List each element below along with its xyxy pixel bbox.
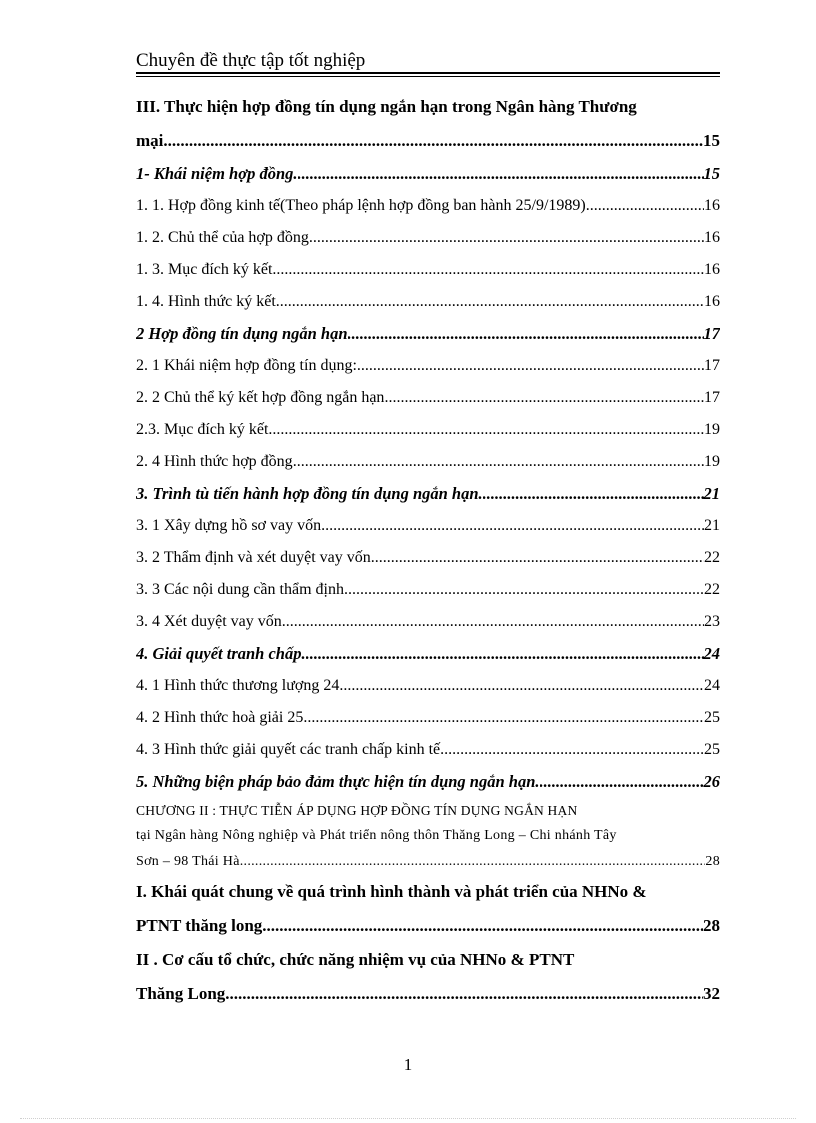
toc-entry[interactable] [136,158,720,190]
toc-entry-page: 28 [705,854,720,869]
toc-entry[interactable] [136,190,720,222]
toc-entry-title: 3. 3 Các nội dung cần thẩm định. [136,581,348,598]
toc-leader-dots [586,190,704,222]
toc-entry[interactable] [136,670,720,702]
toc-entry[interactable] [136,766,720,798]
toc-entry-title: 1. 2. Chủ thể của hợp đồng [136,229,309,246]
toc-entry[interactable] [136,510,720,542]
toc-entry-page: 15 [703,131,720,150]
header-rule-thick [136,72,720,74]
toc-leader-dots [325,510,704,542]
toc-entry[interactable] [136,478,720,510]
toc-entry-title: 2. 2 Chủ thể ký kết hợp đồng ngắn hạn [136,389,385,406]
header-rule-thin [136,76,720,77]
toc-entry[interactable] [136,222,720,254]
toc-entry[interactable] [136,823,720,849]
toc-entry[interactable] [136,124,720,158]
toc-leader-dots [339,670,704,702]
toc-entry-title: Thăng Long [136,984,226,1003]
toc-entry-title: 2. 1 Khái niệm hợp đồng tín dụng: [136,357,357,374]
toc-entry-page: 16 [704,261,720,278]
toc-entry-title: 1. 1. Hợp đồng kinh tế(Theo pháp lệnh hợp đồng ban hành 25/9/1989) [136,197,586,214]
toc-entry[interactable] [136,90,720,124]
toc-leader-dots [280,286,704,318]
toc-leader-dots [303,702,704,734]
toc-leader-dots [306,638,704,670]
toc-entry-title: 4. Giải quyết tranh chấp. [136,644,306,663]
toc-leader-dots [298,158,704,190]
toc-entry-title: tại Ngân hàng Nông nghiệp và Phát triển nông thôn Thăng Long – Chi nhánh Tây [136,828,617,843]
toc-entry-title: II . Cơ cấu tổ chức, chức năng nhiệm vụ của NHNo & PTNT [136,950,575,969]
toc-entry-page: 17 [703,324,720,343]
page-edge-dotted-line [20,1118,796,1119]
toc-entry[interactable] [136,798,720,823]
toc-leader-dots [268,414,704,446]
toc-leader-dots [276,254,704,286]
toc-entry-page: 23 [704,613,720,630]
toc-entry-title: 3. Trình tù tiến hành hợp đồng tín dụng ngắn hạn. [136,484,483,503]
toc-entry-page: 21 [704,517,720,534]
toc-entry[interactable] [136,734,720,766]
toc-leader-dots [309,222,704,254]
toc-entry-title: 4. 2 Hình thức hoà giải 25 [136,709,304,726]
toc-entry-page: 32 [703,984,720,1003]
toc-leader-dots [483,478,704,510]
toc-entry-page: 25 [704,709,720,726]
toc-entry-page: 24 [704,677,720,694]
toc-entry-page: 26 [703,772,720,791]
toc-entry[interactable] [136,542,720,574]
toc-entry-page: 25 [704,741,720,758]
toc-entry[interactable] [136,574,720,606]
toc-leader-dots [384,382,704,414]
toc-entry[interactable] [136,702,720,734]
toc-leader-dots [244,849,706,875]
toc-entry-title: 1. 4. Hình thức ký kết. [136,293,280,310]
toc-entry[interactable] [136,382,720,414]
toc-entry[interactable] [136,286,720,318]
toc-entry-page: 21 [703,484,720,503]
toc-entry-page: 16 [704,229,720,246]
toc-leader-dots [163,124,703,158]
toc-entry[interactable] [136,849,720,875]
toc-entry-page: 15 [703,164,720,183]
toc-leader-dots [540,766,704,798]
toc-entry-title: 5. Những biện pháp bảo đảm thực hiện tín dụng ngắn hạn. [136,772,540,791]
toc-entry-title: 3. 4 Xét duyệt vay vốn [136,613,282,630]
toc-entry-title: 1. 3. Mục đích ký kết. [136,261,277,278]
toc-entry[interactable] [136,446,720,478]
toc-entry-title: III. Thực hiện hợp đồng tín dụng ngắn hạn trong Ngân hàng Thương [136,97,637,116]
toc-entry-title: 4. 1 Hình thức thương lượng 24 [136,677,340,694]
toc-entry[interactable] [136,606,720,638]
toc-entry-title: 2 Hợp đồng tín dụng ngắn hạn [136,324,348,343]
toc-entry-title: 3. 1 Xây dựng hồ sơ vay vốn. [136,517,326,534]
toc-entry-page: 28 [703,916,720,935]
toc-leader-dots [444,734,704,766]
toc-entry-title: I. Khái quát chung về quá trình hình thành và phát triển của NHNo & [136,882,647,901]
toc-leader-dots [262,909,703,943]
toc-entry-title: 4. 3 Hình thức giải quyết các tranh chấp kinh tế. [136,741,445,758]
toc-entry-page: 17 [704,389,720,406]
toc-entry-page: 16 [704,293,720,310]
page-header-title: Chuyên đề thực tập tốt nghiệp [136,50,366,71]
toc-entry-title: 3. 2 Thẩm định và xét duyệt vay vốn. [136,549,375,566]
page-number: 1 [403,1055,413,1074]
toc-entry[interactable] [136,638,720,670]
toc-entry-page: 24 [703,644,720,663]
toc-entry[interactable] [136,977,720,1011]
toc-entry-title: 1- Khái niệm hợp đồng. [136,164,298,183]
toc-entry-title: CHƯƠNG II : THỰC TIỄN ÁP DỤNG HỢP ĐỒNG TÍN DỤNG NGẮN HẠN [136,803,578,818]
table-of-contents [136,90,720,1011]
toc-entry-title: mại [136,131,164,150]
toc-entry[interactable] [136,318,720,350]
toc-entry[interactable] [136,875,720,909]
toc-entry-title: 2. 4 Hình thức hợp đồng [136,453,293,470]
toc-entry-title: Sơn – 98 Thái Hà. [136,854,244,869]
toc-leader-dots [375,542,704,574]
toc-entry[interactable] [136,909,720,943]
toc-entry[interactable] [136,350,720,382]
toc-entry-page: 16 [704,197,720,214]
toc-entry[interactable] [136,943,720,977]
toc-entry-page: 22 [704,581,720,598]
toc-entry-page: 19 [704,421,720,438]
toc-entry-page: 17 [704,357,720,374]
toc-entry-page: 22 [704,549,720,566]
toc-leader-dots [348,574,704,606]
toc-leader-dots [225,977,703,1011]
toc-leader-dots [357,350,704,382]
toc-leader-dots [293,446,704,478]
toc-entry[interactable] [136,254,720,286]
toc-leader-dots [282,606,704,638]
toc-entry-page: 19 [704,453,720,470]
toc-entry-title: 2.3. Mục đích ký kết [136,421,269,438]
toc-leader-dots [348,318,704,350]
toc-entry-title: PTNT thăng long [136,916,263,935]
toc-entry[interactable] [136,414,720,446]
